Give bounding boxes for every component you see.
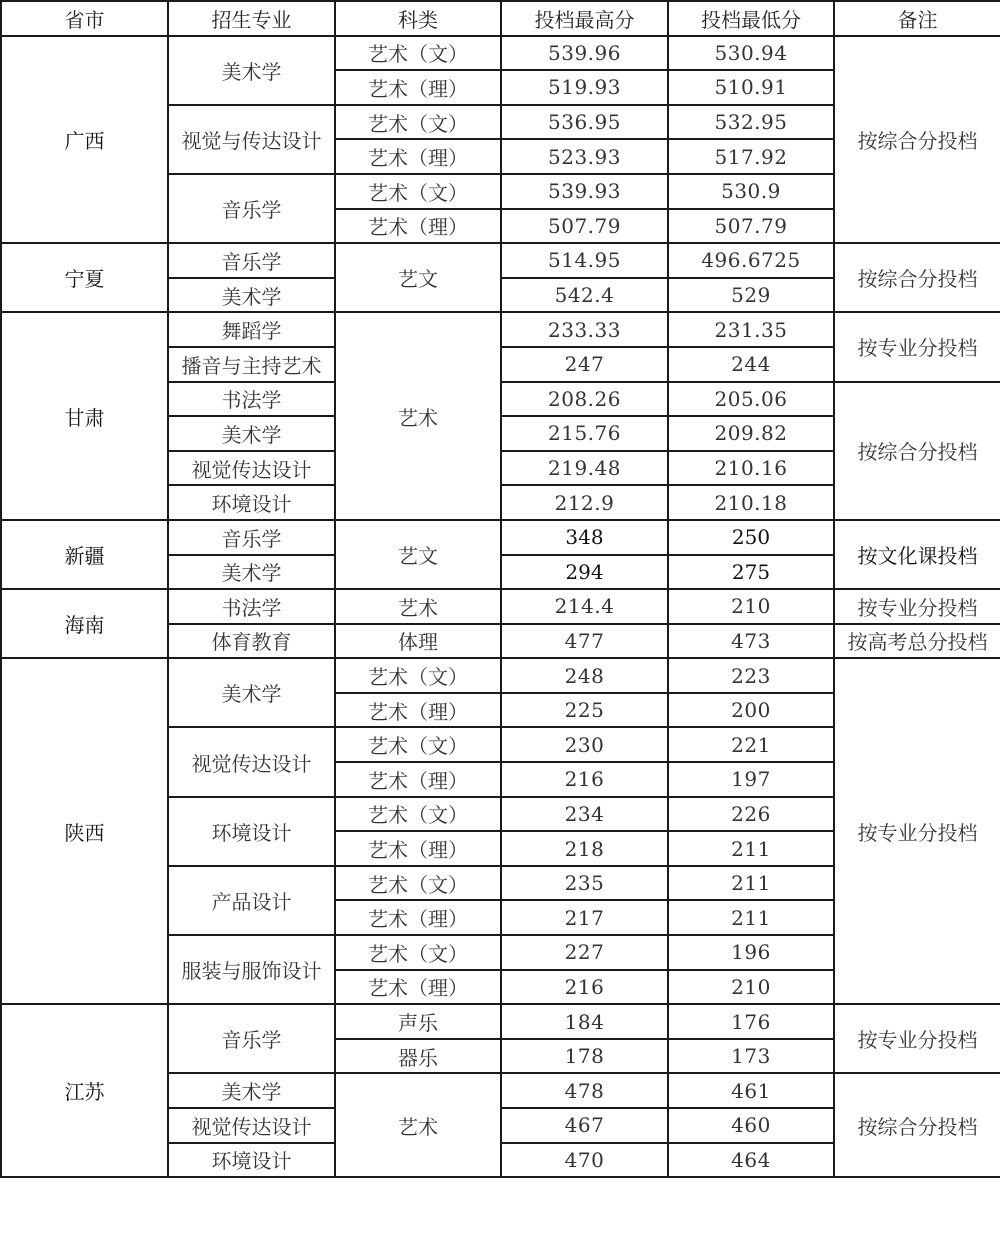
max-score-cell: 478 <box>501 1073 668 1108</box>
category-cell: 艺术（理） <box>335 762 501 797</box>
max-score-cell: 523.93 <box>501 139 668 174</box>
max-score-cell: 217 <box>501 900 668 935</box>
category-cell: 艺术（理） <box>335 970 501 1005</box>
category-cell: 艺术（文） <box>335 36 501 71</box>
min-score-cell: 507.79 <box>668 209 834 244</box>
max-score-cell: 247 <box>501 347 668 382</box>
max-score-cell: 536.95 <box>501 105 668 140</box>
max-score-cell: 184 <box>501 1004 668 1039</box>
max-score-cell: 178 <box>501 1039 668 1074</box>
major-cell: 体育教育 <box>168 624 335 659</box>
min-score-cell: 210.16 <box>668 451 834 486</box>
major-cell: 书法学 <box>168 382 335 417</box>
category-cell: 艺术（理） <box>335 900 501 935</box>
province-cell: 宁夏 <box>1 243 168 312</box>
max-score-cell: 248 <box>501 658 668 693</box>
max-score-cell: 519.93 <box>501 70 668 105</box>
min-score-cell: 530.9 <box>668 174 834 209</box>
header-note: 备注 <box>834 1 1000 36</box>
note-cell: 按综合分投档 <box>834 382 1000 520</box>
min-score-cell: 210 <box>668 589 834 624</box>
note-cell: 按高考总分投档 <box>834 624 1000 659</box>
major-cell: 书法学 <box>168 589 335 624</box>
category-cell: 艺术（文） <box>335 797 501 832</box>
major-cell: 美术学 <box>168 658 335 727</box>
min-score-cell: 275 <box>668 555 834 590</box>
category-cell: 艺术（文） <box>335 105 501 140</box>
min-score-cell: 205.06 <box>668 382 834 417</box>
category-cell: 艺术（文） <box>335 727 501 762</box>
table-row <box>1 658 1000 693</box>
min-score-cell: 221 <box>668 727 834 762</box>
min-score-cell: 244 <box>668 347 834 382</box>
province-cell: 甘肃 <box>1 312 168 520</box>
major-cell: 视觉传达设计 <box>168 727 335 796</box>
table-row <box>1 589 1000 624</box>
max-score-cell: 539.93 <box>501 174 668 209</box>
category-cell: 艺术 <box>335 312 501 520</box>
max-score-cell: 514.95 <box>501 243 668 278</box>
major-cell: 环境设计 <box>168 485 335 520</box>
province-cell: 陕西 <box>1 658 168 1004</box>
note-cell: 按专业分投档 <box>834 1004 1000 1073</box>
header-min-score: 投档最低分 <box>668 1 834 36</box>
header-category: 科类 <box>335 1 501 36</box>
min-score-cell: 473 <box>668 624 834 659</box>
max-score-cell: 539.96 <box>501 36 668 71</box>
major-cell: 环境设计 <box>168 1143 335 1178</box>
max-score-cell: 477 <box>501 624 668 659</box>
min-score-cell: 464 <box>668 1143 834 1178</box>
province-cell: 新疆 <box>1 520 168 589</box>
min-score-cell: 530.94 <box>668 36 834 71</box>
min-score-cell: 460 <box>668 1108 834 1143</box>
category-cell: 艺术（文） <box>335 866 501 901</box>
max-score-cell: 225 <box>501 693 668 728</box>
min-score-cell: 196 <box>668 935 834 970</box>
min-score-cell: 176 <box>668 1004 834 1039</box>
major-cell: 环境设计 <box>168 797 335 866</box>
category-cell: 艺术（理） <box>335 209 501 244</box>
max-score-cell: 216 <box>501 970 668 1005</box>
category-cell: 器乐 <box>335 1039 501 1074</box>
min-score-cell: 461 <box>668 1073 834 1108</box>
max-score-cell: 348 <box>501 520 668 555</box>
min-score-cell: 210.18 <box>668 485 834 520</box>
header-major: 招生专业 <box>168 1 335 36</box>
min-score-cell: 231.35 <box>668 312 834 347</box>
header-row <box>1 1 1000 36</box>
category-cell: 艺术（理） <box>335 693 501 728</box>
note-cell: 按文化课投档 <box>834 520 1000 589</box>
note-cell: 按专业分投档 <box>834 589 1000 624</box>
province-cell: 广西 <box>1 36 168 244</box>
max-score-cell: 215.76 <box>501 416 668 451</box>
note-cell: 按综合分投档 <box>834 36 1000 244</box>
table-row <box>1 1004 1000 1039</box>
min-score-cell: 173 <box>668 1039 834 1074</box>
max-score-cell: 467 <box>501 1108 668 1143</box>
max-score-cell: 219.48 <box>501 451 668 486</box>
major-cell: 美术学 <box>168 416 335 451</box>
category-cell: 声乐 <box>335 1004 501 1039</box>
major-cell: 音乐学 <box>168 243 335 278</box>
max-score-cell: 470 <box>501 1143 668 1178</box>
major-cell: 服装与服饰设计 <box>168 935 335 1004</box>
max-score-cell: 507.79 <box>501 209 668 244</box>
major-cell: 播音与主持艺术 <box>168 347 335 382</box>
category-cell: 艺文 <box>335 520 501 589</box>
major-cell: 音乐学 <box>168 174 335 243</box>
max-score-cell: 212.9 <box>501 485 668 520</box>
major-cell: 音乐学 <box>168 520 335 555</box>
max-score-cell: 233.33 <box>501 312 668 347</box>
major-cell: 音乐学 <box>168 1004 335 1073</box>
min-score-cell: 211 <box>668 900 834 935</box>
max-score-cell: 214.4 <box>501 589 668 624</box>
category-cell: 艺术（理） <box>335 139 501 174</box>
min-score-cell: 496.6725 <box>668 243 834 278</box>
min-score-cell: 200 <box>668 693 834 728</box>
category-cell: 艺术 <box>335 1073 501 1177</box>
min-score-cell: 250 <box>668 520 834 555</box>
min-score-cell: 211 <box>668 866 834 901</box>
max-score-cell: 294 <box>501 555 668 590</box>
max-score-cell: 216 <box>501 762 668 797</box>
table-row <box>1 36 1000 71</box>
major-cell: 视觉与传达设计 <box>168 105 335 174</box>
major-cell: 视觉传达设计 <box>168 1108 335 1143</box>
note-cell: 按综合分投档 <box>834 1073 1000 1177</box>
max-score-cell: 227 <box>501 935 668 970</box>
table-row <box>1 243 1000 278</box>
major-cell: 美术学 <box>168 36 335 105</box>
min-score-cell: 211 <box>668 831 834 866</box>
major-cell: 产品设计 <box>168 866 335 935</box>
max-score-cell: 208.26 <box>501 382 668 417</box>
min-score-cell: 226 <box>668 797 834 832</box>
max-score-cell: 218 <box>501 831 668 866</box>
table-row <box>1 312 1000 347</box>
major-cell: 美术学 <box>168 278 335 313</box>
min-score-cell: 197 <box>668 762 834 797</box>
major-cell: 视觉传达设计 <box>168 451 335 486</box>
max-score-cell: 230 <box>501 727 668 762</box>
province-cell: 海南 <box>1 589 168 658</box>
max-score-cell: 542.4 <box>501 278 668 313</box>
note-cell: 按综合分投档 <box>834 243 1000 312</box>
min-score-cell: 532.95 <box>668 105 834 140</box>
category-cell: 艺术（文） <box>335 935 501 970</box>
category-cell: 艺术（文） <box>335 174 501 209</box>
min-score-cell: 210 <box>668 970 834 1005</box>
max-score-cell: 234 <box>501 797 668 832</box>
major-cell: 舞蹈学 <box>168 312 335 347</box>
category-cell: 艺文 <box>335 243 501 312</box>
table-row <box>1 520 1000 555</box>
header-province: 省市 <box>1 1 168 36</box>
category-cell: 艺术 <box>335 589 501 624</box>
category-cell: 艺术（理） <box>335 70 501 105</box>
note-cell: 按专业分投档 <box>834 658 1000 1004</box>
min-score-cell: 510.91 <box>668 70 834 105</box>
note-cell: 按专业分投档 <box>834 312 1000 381</box>
province-cell: 江苏 <box>1 1004 168 1177</box>
major-cell: 美术学 <box>168 555 335 590</box>
max-score-cell: 235 <box>501 866 668 901</box>
min-score-cell: 529 <box>668 278 834 313</box>
category-cell: 艺术（文） <box>335 658 501 693</box>
category-cell: 艺术（理） <box>335 831 501 866</box>
min-score-cell: 209.82 <box>668 416 834 451</box>
category-cell: 体理 <box>335 624 501 659</box>
min-score-cell: 223 <box>668 658 834 693</box>
header-max-score: 投档最高分 <box>501 1 668 36</box>
major-cell: 美术学 <box>168 1073 335 1108</box>
min-score-cell: 517.92 <box>668 139 834 174</box>
